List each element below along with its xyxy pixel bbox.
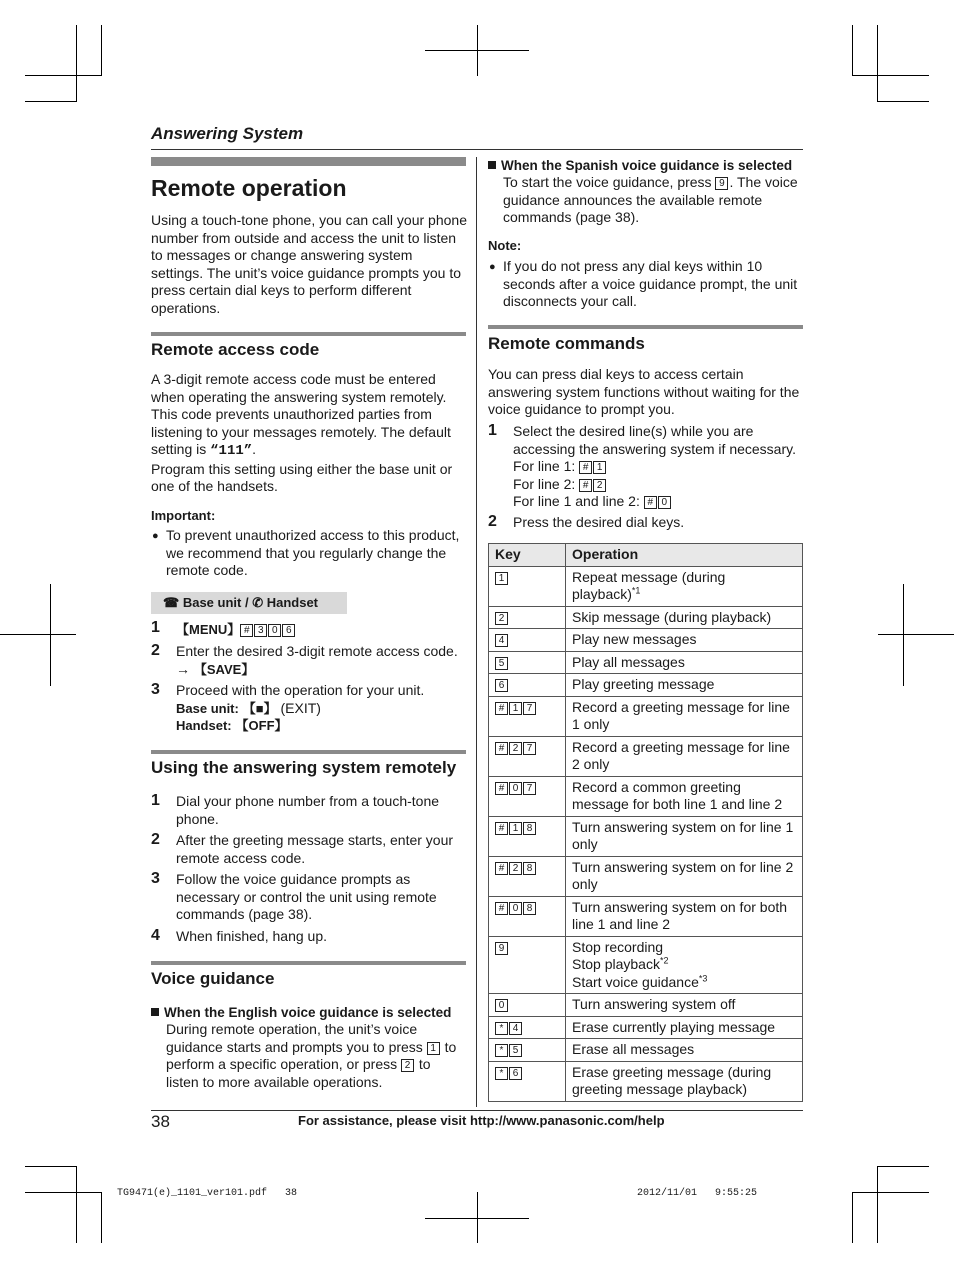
note-label: Note: (488, 238, 522, 253)
key-cell (489, 736, 566, 776)
step-number: 3 (151, 870, 160, 887)
dial-key: # (495, 742, 508, 755)
dial-key: 2 (495, 612, 508, 625)
key-cell (489, 816, 566, 856)
remote-step-2: After the greeting message starts, enter your remote access code. (176, 832, 454, 866)
step-number: 1 (151, 792, 160, 809)
table-row (489, 1016, 803, 1039)
important-label: Important: (151, 508, 216, 523)
key-cell (489, 606, 566, 629)
operation-cell: Play all messages (566, 651, 803, 674)
table-row (489, 936, 803, 994)
operation-cell: Record a common greeting message for both line 1 and line 2 (566, 776, 803, 816)
section-divider (151, 750, 466, 754)
note-text: If you do not press any dial keys within 10 seconds after a voice guidance prompt, the unit disconnects your call. (503, 258, 798, 309)
english-guidance-text: During remote operation, the unit’s voice guidance starts and prompts you to press 1 to perform a specific operation, or press 2 to listen to more available operations. (166, 1021, 457, 1090)
dial-key: 7 (523, 742, 536, 755)
table-row (489, 696, 803, 736)
date-info: 2012/11/01 9:55:25 (637, 1188, 758, 1199)
dial-key: 8 (523, 822, 536, 835)
operation-cell: Erase all messages (566, 1039, 803, 1062)
remote-commands-intro: You can press dial keys to access certain answering system functions without waiting for the voice guidance to prompt you. (488, 366, 800, 417)
file-info: TG9471(e)_1101_ver101.pdf 38 (117, 1188, 298, 1199)
step-1-text: 【MENU】 # 3 0 6 (176, 621, 296, 639)
dial-key: * (495, 1022, 508, 1035)
dial-key: * (495, 1044, 508, 1057)
table-row (489, 651, 803, 674)
dial-key: * (495, 1067, 508, 1080)
table-header-operation: Operation (566, 544, 803, 567)
dial-key: 1 (509, 822, 522, 835)
dial-key: 8 (523, 862, 536, 875)
key-cell (489, 896, 566, 936)
dial-key: # (495, 702, 508, 715)
table-row (489, 994, 803, 1017)
table-row (489, 736, 803, 776)
dial-key: 7 (523, 702, 536, 715)
commands-step-1: Select the desired line(s) while you are accessing the answering system if necessary. For line 1: # 1 For line 2: # 2 For line 1 and line 2: # 0 (513, 423, 796, 509)
dial-key: 9 (495, 942, 508, 955)
step-number: 4 (151, 927, 160, 944)
column-divider (476, 157, 477, 1107)
dial-key: # (495, 902, 508, 915)
operation-cell: Erase greeting message (during greeting message playback) (566, 1061, 803, 1101)
operation-cell: Erase currently playing message (566, 1016, 803, 1039)
dial-key: 0 (495, 999, 508, 1012)
dial-key: 4 (495, 634, 508, 647)
step-number: 2 (488, 513, 497, 530)
operation-cell: Turn answering system off (566, 994, 803, 1017)
step-number: 1 (151, 619, 160, 636)
key-cell (489, 1039, 566, 1062)
operation-cell: Play new messages (566, 629, 803, 652)
section-divider (488, 325, 803, 329)
operation-cell: Stop recording Stop playback$^{*2}$ Start voice guidance$^{*3}$ (566, 936, 803, 994)
table-row (489, 1061, 803, 1101)
remote-access-heading: Remote access code (151, 340, 320, 359)
bullet-icon: ● (489, 261, 496, 273)
key-cell (489, 776, 566, 816)
using-remotely-heading: Using the answering system remotely (151, 758, 457, 777)
table-row (489, 1039, 803, 1062)
key-cell (489, 1016, 566, 1039)
operation-cell: Turn answering system on for line 2 only (566, 856, 803, 896)
table-row (489, 566, 803, 606)
key-cell (489, 936, 566, 994)
section-divider (151, 961, 466, 965)
dial-key: 4 (509, 1022, 522, 1035)
table-row (489, 776, 803, 816)
page-number: 38 (151, 1112, 170, 1131)
voice-guidance-heading: Voice guidance (151, 969, 275, 988)
table-row (489, 856, 803, 896)
dial-key: 6 (495, 679, 508, 692)
dial-key: 1 (509, 702, 522, 715)
dial-key: 5 (509, 1044, 522, 1057)
dial-key: 0 (509, 782, 522, 795)
key-cell (489, 674, 566, 697)
key-cell (489, 651, 566, 674)
dial-key: # (495, 822, 508, 835)
dial-key: # (495, 782, 508, 795)
table-row (489, 816, 803, 856)
remote-step-1: Dial your phone number from a touch-tone phone. (176, 793, 440, 827)
spanish-guidance-text: To start the voice guidance, press 9 . The voice guidance announces the available remote commands (page 38). (503, 174, 798, 225)
table-row (489, 606, 803, 629)
operation-cell: Record a greeting message for line 1 only (566, 696, 803, 736)
page-title: Remote operation (151, 175, 347, 201)
table-header-key: Key (489, 544, 566, 567)
dial-key: 6 (509, 1067, 522, 1080)
dial-key: 2 (509, 862, 522, 875)
square-bullet-icon (488, 161, 496, 169)
square-bullet-icon (151, 1008, 159, 1016)
remote-commands-heading: Remote commands (488, 334, 645, 353)
dial-key: 5 (495, 657, 508, 670)
table-row (489, 629, 803, 652)
base-unit-icon: ☎ (163, 595, 180, 610)
operation-cell: Skip message (during playback) (566, 606, 803, 629)
remote-step-4: When finished, hang up. (176, 928, 327, 944)
commands-step-2: Press the desired dial keys. (513, 514, 685, 530)
key-cell (489, 1061, 566, 1101)
header-rule (151, 149, 803, 150)
dial-key: 0 (509, 902, 522, 915)
operation-cell: Record a greeting message for line 2 only (566, 736, 803, 776)
important-text: To prevent unauthorized access to this product, we recommend that you regularly change the remote code. (166, 527, 460, 578)
step-number: 2 (151, 642, 160, 659)
step-number: 1 (488, 422, 497, 439)
device-badge: ☎ Base unit / ✆ Handset (151, 592, 347, 614)
remote-access-text: A 3-digit remote access code must be entered when operating the answering system remotely. This code prevents unauthorized parties from listening to your messages remotely. The default setting is “111”. Program this setting using either the base unit or one of the handsets. (151, 371, 453, 494)
operation-cell: Turn answering system on for line 1 only (566, 816, 803, 856)
footer-rule (151, 1110, 803, 1111)
operation-cell: Turn answering system on for both line 1 and line 2 (566, 896, 803, 936)
operation-cell: Repeat message (during playback)$^{*1}$ (566, 566, 803, 606)
key-cell (489, 629, 566, 652)
table-row (489, 896, 803, 936)
key-cell (489, 994, 566, 1017)
step-number: 3 (151, 681, 160, 698)
section-header: Answering System (151, 124, 304, 143)
step-3-text: Proceed with the operation for your unit. Base unit: 【■】 (EXIT) Handset: 【OFF】 (176, 682, 425, 733)
english-guidance-title: When the English voice guidance is selected (151, 1004, 451, 1022)
help-text: For assistance, please visit http://www.panasonic.com/help (298, 1113, 665, 1128)
dial-key: # (495, 862, 508, 875)
key-cell (489, 566, 566, 606)
dial-key: 1 (495, 572, 508, 585)
intro-text: Using a touch-tone phone, you can call your phone number from outside and access the unit to listen to messages or change answering system settings. The unit’s voice guidance prompts you to press certain dial keys to perform different operations. (151, 212, 467, 316)
bullet-icon: ● (152, 530, 159, 542)
table-row (489, 674, 803, 697)
title-bar (151, 157, 466, 166)
spanish-guidance-title: When the Spanish voice guidance is selected (488, 157, 792, 175)
key-cell (489, 856, 566, 896)
dial-key: 2 (509, 742, 522, 755)
dial-key: 7 (523, 782, 536, 795)
remote-commands-table (488, 543, 803, 1102)
step-number: 2 (151, 831, 160, 848)
handset-icon: ✆ (252, 595, 264, 610)
operation-cell: Play greeting message (566, 674, 803, 697)
section-divider (151, 332, 466, 336)
remote-step-3: Follow the voice guidance prompts as necessary or control the unit using remote commands (page 38). (176, 871, 437, 922)
key-cell (489, 696, 566, 736)
step-2-text: Enter the desired 3-digit remote access code. → 【SAVE】 (176, 643, 458, 677)
dial-key: 8 (523, 902, 536, 915)
